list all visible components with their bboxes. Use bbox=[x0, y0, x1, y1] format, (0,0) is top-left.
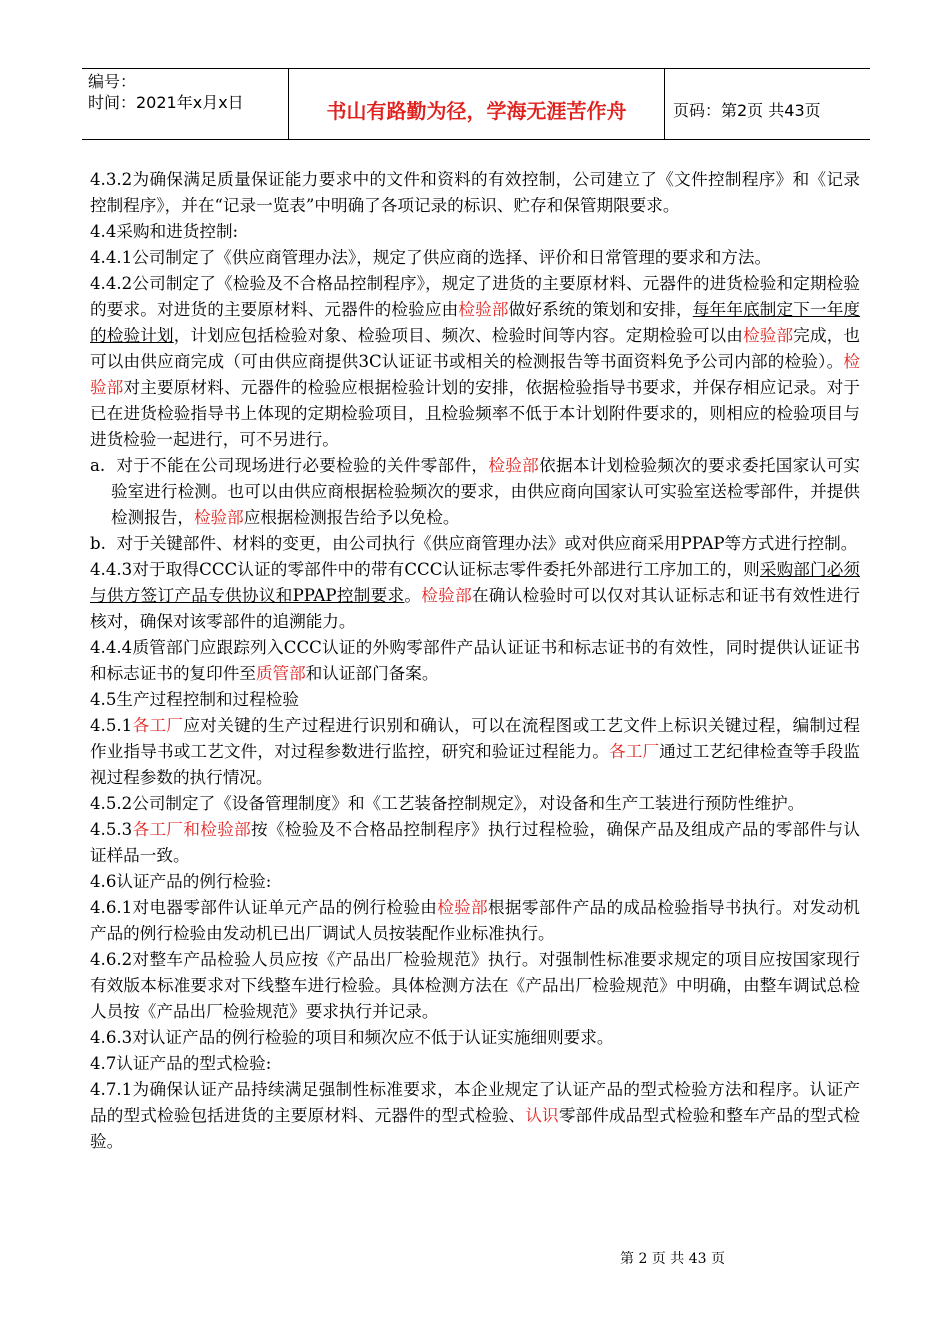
paragraph-text: 4.5.2公司制定了《设备管理制度》和《工艺装备控制规定》，对设备和生产工装进行预防性维护。 bbox=[90, 794, 805, 813]
paragraph-text: 应根据检测报告给予以免检。 bbox=[243, 508, 460, 527]
document-time: 时间：2021年x月x日 bbox=[88, 93, 244, 112]
paragraph-text: 依据本计划检验频次的要求委托国家认可实验室进行检测。也可以由供应商根据检验频次的要求，由供应商向国家认可实验室送检零部件，并提供检测报告， bbox=[111, 456, 861, 527]
body-paragraph bbox=[90, 167, 860, 219]
underlined-text: 采购部门必须与供方签订产品专供协议和PPAP控制要求 bbox=[90, 560, 860, 605]
body-paragraph bbox=[90, 817, 860, 869]
paragraph-text: 4.6.3对认证产品的例行检验的项目和频次应不低于认证实施细则要求。 bbox=[90, 1028, 614, 1047]
body-paragraph bbox=[90, 557, 860, 635]
paragraph-text: 4.4.1公司制定了《供应商管理办法》，规定了供应商的选择、评价和日常管理的要求和方法。 bbox=[90, 248, 772, 267]
highlighted-term: 各工厂 bbox=[609, 742, 660, 761]
highlighted-term: 各工厂 bbox=[132, 716, 184, 735]
header-page-info: 页码：第2页 共43页 bbox=[673, 100, 821, 120]
body-paragraph bbox=[90, 869, 860, 895]
page-header bbox=[82, 68, 870, 140]
document-number-label: 编号： bbox=[88, 72, 137, 91]
paragraph-text: 4.5.1 bbox=[90, 716, 133, 735]
body-paragraph bbox=[90, 791, 860, 817]
paragraph-text: a. 对于不能在公司现场进行必要检验的关件零部件， bbox=[90, 456, 489, 475]
paragraph-text: 零部件成品型式检验和整车产品的型式检验。 bbox=[90, 1106, 861, 1151]
paragraph-text: 4.3.2为确保满足质量保证能力要求中的文件和资料的有效控制，公司建立了《文件控制程序》和《记录控制程序》，并在“记录一览表”中明确了各项记录的标识、贮存和保管期限要求。 bbox=[90, 170, 860, 215]
paragraph-text: 4.5生产过程控制和过程检验 bbox=[90, 690, 299, 709]
paragraph-text: b. 对于关键部件、材料的变更，由公司执行《供应商管理办法》或对供应商采用PPAP等方式进行控制。 bbox=[90, 534, 858, 553]
paragraph-text: 对主要原材料、元器件的检验应根据检验计划的安排，依据检验指导书要求，并保存相应记录。对于已在进货检验指导书上体现的定期检验项目，且检验频率不低于本计划附件要求的，则相应的检验项目与进货检验一起进行，可不另进行。 bbox=[90, 378, 861, 449]
paragraph-text: 4.4.4质管部门应跟踪列入CCC认证的外购零部件产品认证证书和标志证书的有效性，同时提供认证证书和标志证书的复印件至 bbox=[90, 638, 860, 683]
header-motto: 书山有路勤为径，学海无涯苦作舟 bbox=[289, 69, 665, 139]
highlighted-term: 检验部 bbox=[437, 898, 488, 917]
paragraph-text: 通过工艺纪律检查等手段监视过程参数的执行情况。 bbox=[90, 742, 861, 787]
highlighted-term: 认识 bbox=[525, 1106, 559, 1125]
page-footer: 第 2 页 共 43 页 bbox=[620, 1251, 725, 1267]
paragraph-text: 4.4.3对于取得CCC认证的零部件中的带有CCC认证标志零件委托外部进行工序加工的，则 bbox=[90, 560, 760, 579]
body-paragraph bbox=[90, 245, 860, 271]
paragraph-text: 在确认检验时可以仅对其认证标志和证书有效性进行核对，确保对该零部件的追溯能力。 bbox=[90, 586, 861, 631]
paragraph-text: 应对关键的生产过程进行识别和确认，可以在流程图或工艺文件上标识关键过程，编制过程作业指导书或工艺文件，对过程参数进行监控，研究和验证过程能力。 bbox=[90, 716, 861, 761]
body-paragraph bbox=[90, 1077, 860, 1155]
highlighted-term: 检验部 bbox=[90, 352, 860, 397]
highlighted-term: 检验部 bbox=[488, 456, 540, 475]
body-paragraph bbox=[90, 453, 860, 531]
body-paragraph bbox=[90, 1025, 860, 1051]
paragraph-text: 完成，也可以由供应商完成（可由供应商提供3C认证证书或相关的检测报告等书面资料免予公司内部的检验）。 bbox=[90, 326, 861, 371]
body-paragraph bbox=[90, 947, 860, 1025]
paragraph-text: 做好系统的策划和安排， bbox=[508, 300, 693, 319]
body-paragraph bbox=[90, 713, 860, 791]
highlighted-term: 各工厂和检验部 bbox=[132, 820, 252, 839]
paragraph-text: 4.5.3 bbox=[90, 820, 133, 839]
paragraph-text: 。 bbox=[404, 586, 422, 605]
highlighted-term: 质管部 bbox=[255, 664, 306, 683]
highlighted-term: 检验部 bbox=[421, 586, 472, 605]
paragraph-text: 4.7.1为确保认证产品持续满足强制性标准要求，本企业规定了认证产品的型式检验方法和程序。认证产品的型式检验包括进货的主要原材料、元器件的型式检验、 bbox=[90, 1080, 860, 1125]
paragraph-text: 4.4采购和进货控制: bbox=[90, 222, 239, 241]
underlined-text: 每年年底制定下一年度的检验计划 bbox=[90, 300, 861, 345]
paragraph-text: ，计划应包括检验对象、检验项目、频次、检验时间等内容。定期检验可以由 bbox=[173, 326, 743, 345]
paragraph-text: 按《检验及不合格品控制程序》执行过程检验，确保产品及组成产品的零部件与认证样品一致。 bbox=[90, 820, 861, 865]
highlighted-term: 检验部 bbox=[193, 508, 244, 527]
body-paragraph bbox=[90, 271, 860, 453]
highlighted-term: 检验部 bbox=[458, 300, 509, 319]
header-meta bbox=[82, 69, 289, 139]
paragraph-text: 和认证部门备案。 bbox=[305, 664, 439, 683]
paragraph-text: 4.6认证产品的例行检验: bbox=[90, 872, 272, 891]
body-paragraph bbox=[90, 635, 860, 687]
body-paragraph bbox=[90, 531, 860, 557]
paragraph-text: 4.6.1对电器零部件认证单元产品的例行检验由 bbox=[90, 898, 438, 917]
document-body bbox=[90, 167, 860, 1155]
paragraph-text: 4.4.2公司制定了《检验及不合格品控制程序》，规定了进货的主要原材料、元器件的进货检验和定期检验的要求。对进货的主要原材料、元器件的检验应由 bbox=[90, 274, 860, 319]
body-paragraph bbox=[90, 1051, 860, 1077]
body-paragraph bbox=[90, 219, 860, 245]
body-paragraph bbox=[90, 687, 860, 713]
paragraph-text: 4.6.2对整车产品检验人员应按《产品出厂检验规范》执行。对强制性标准要求规定的项目应按国家现行有效版本标准要求对下线整车进行检验。具体检测方法在《产品出厂检验规范》中明确，由整车调试总检人员按《产品出厂检验规范》要求执行并记录。 bbox=[90, 950, 860, 1021]
highlighted-term: 检验部 bbox=[742, 326, 794, 345]
paragraph-text: 根据零部件产品的成品检验指导书执行。对发动机产品的例行检验由发动机已出厂调试人员按装配作业标准执行。 bbox=[90, 898, 860, 943]
paragraph-text: 4.7认证产品的型式检验: bbox=[90, 1054, 272, 1073]
body-paragraph bbox=[90, 895, 860, 947]
